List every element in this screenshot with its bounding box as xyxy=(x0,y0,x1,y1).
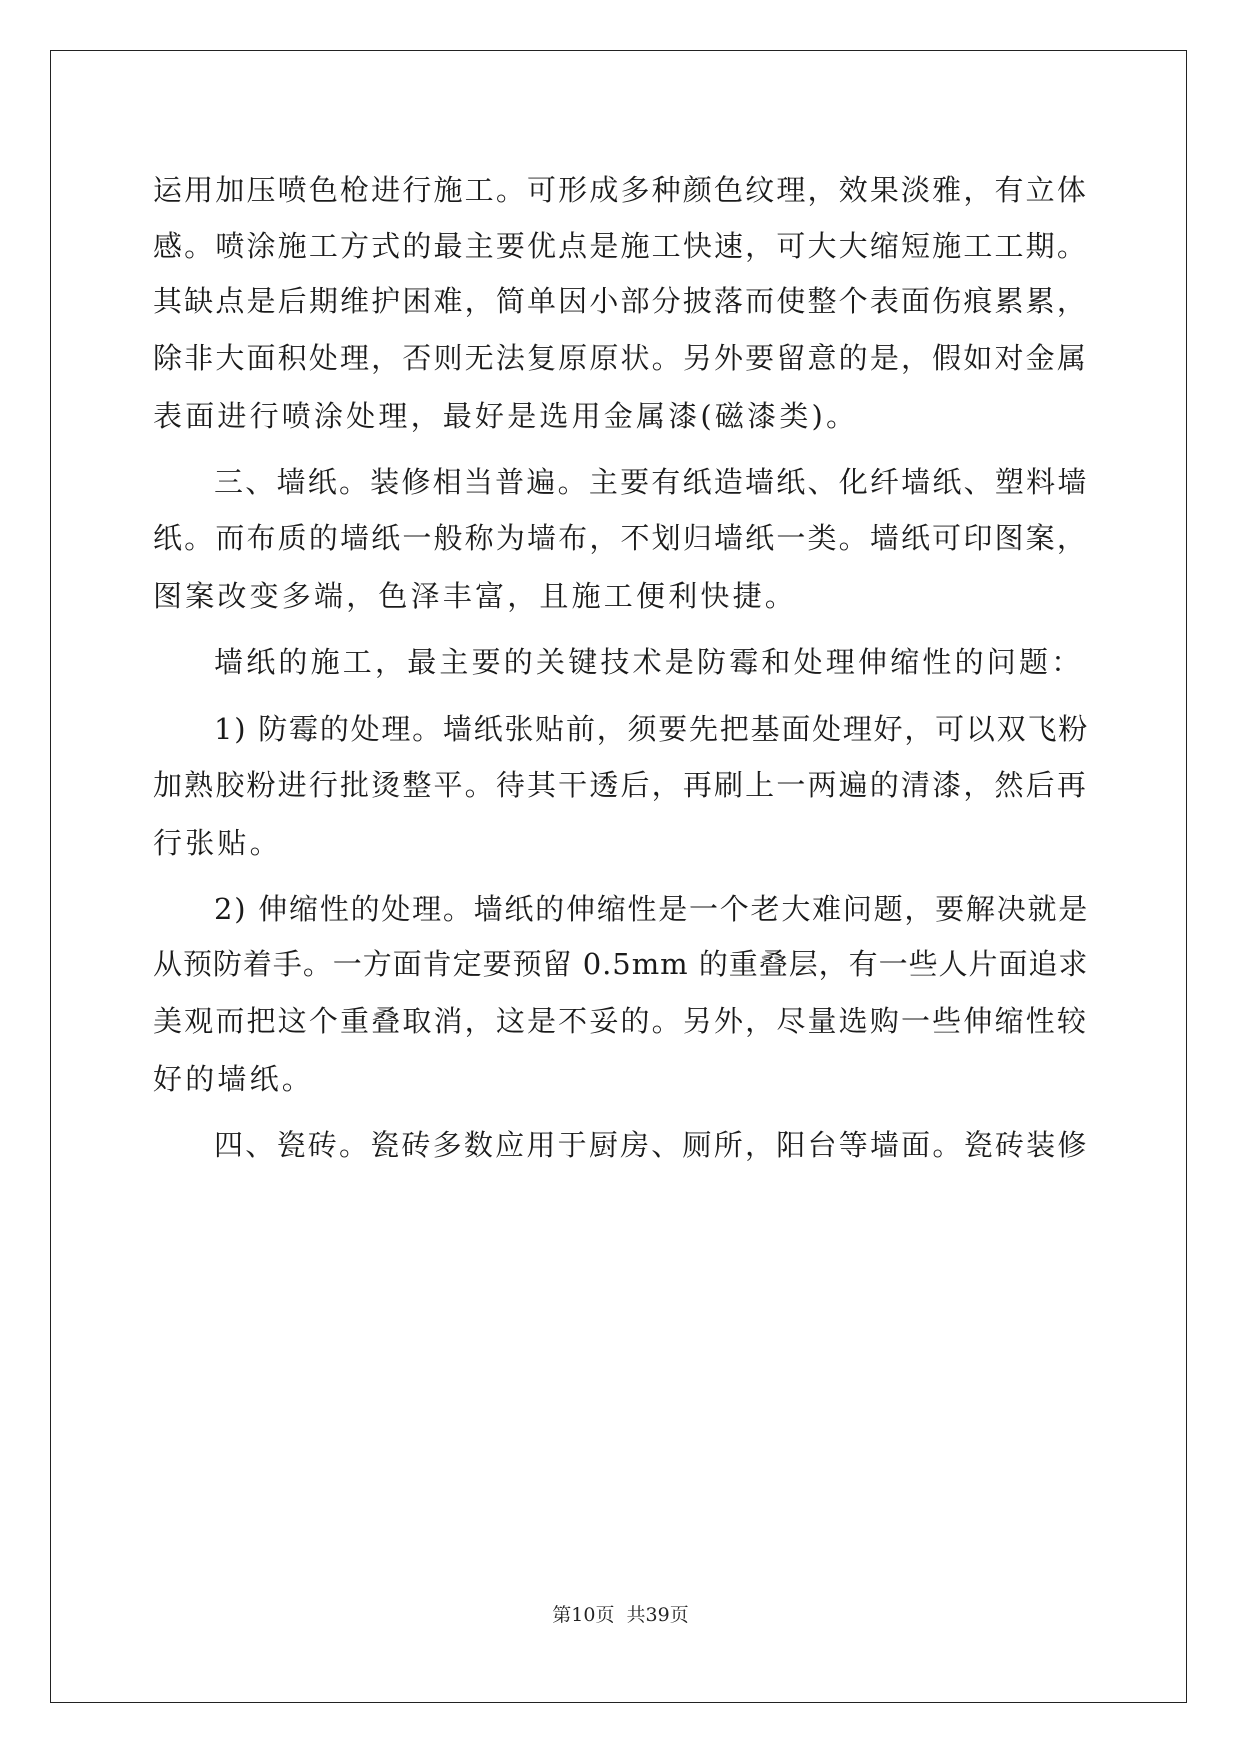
text-line: 墙纸的施工，最主要的关键技术是防霉和处理伸缩性的问题： xyxy=(214,645,1084,679)
text-line: 美观而把这个重叠取消，这是不妥的。另外，尽量选购一些伸缩性较 xyxy=(153,1004,1089,1038)
text-line: 从预防着手。一方面肯定要预留 0.5mm 的重叠层，有一些人片面追求 xyxy=(153,947,1089,981)
text-line: 纸。而布质的墙纸一般称为墙布，不划归墙纸一类。墙纸可印图案， xyxy=(153,521,1089,555)
text-line: 表面进行喷涂处理，最好是选用金属漆(磁漆类)。 xyxy=(153,399,859,433)
text-line: 运用加压喷色枪进行施工。可形成多种颜色纹理，效果淡雅，有立体 xyxy=(153,173,1089,207)
text-line: 三、墙纸。装修相当普遍。主要有纸造墙纸、化纤墙纸、塑料墙 xyxy=(214,465,1089,499)
text-line: 除非大面积处理，否则无法复原原状。另外要留意的是，假如对金属 xyxy=(153,341,1089,375)
text-line: 行张贴。 xyxy=(153,826,282,860)
text-line: 图案改变多端，色泽丰富，且施工便利快捷。 xyxy=(153,579,798,613)
page-number-label: 第10页 共39页 xyxy=(552,1604,689,1626)
text-line: 1) 防霉的处理。墙纸张贴前，须要先把基面处理好，可以双飞粉 xyxy=(214,712,1089,746)
text-line: 好的墙纸。 xyxy=(153,1062,315,1096)
text-line: 加熟胶粉进行批烫整平。待其干透后，再刷上一两遍的清漆，然后再 xyxy=(153,768,1089,802)
text-line: 2) 伸缩性的处理。墙纸的伸缩性是一个老大难问题，要解决就是 xyxy=(214,892,1089,926)
text-line: 其缺点是后期维护困难，简单因小部分披落而使整个表面伤痕累累， xyxy=(153,284,1089,318)
page-number-footer xyxy=(0,1603,1241,1627)
text-line: 感。喷涂施工方式的最主要优点是施工快速，可大大缩短施工工期。 xyxy=(153,229,1089,263)
text-line: 四、瓷砖。瓷砖多数应用于厨房、厕所，阳台等墙面。瓷砖装修 xyxy=(214,1128,1089,1162)
